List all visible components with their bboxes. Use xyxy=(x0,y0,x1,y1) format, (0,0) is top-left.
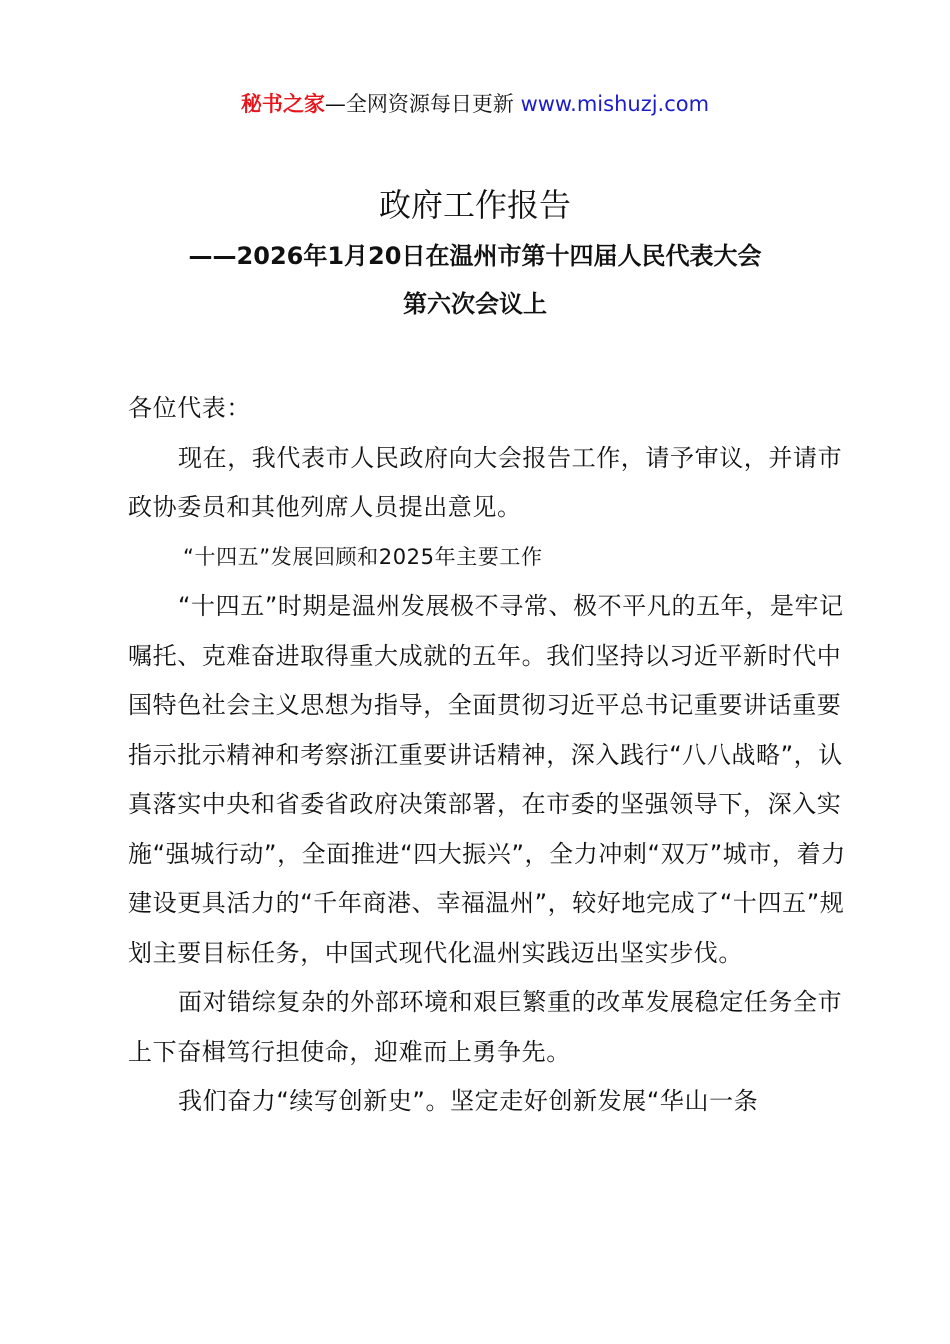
document-subtitle-line2: 第六次会议上 xyxy=(403,290,547,318)
site-header xyxy=(0,88,950,120)
site-url-link[interactable]: www.mishuzj.com xyxy=(520,92,710,116)
document-subtitle-line1: ——2026年1月20日在温州市第十四届人民代表大会 xyxy=(188,242,762,270)
brand-name[interactable]: 秘书之家 xyxy=(240,92,325,116)
header-tagline: —全网资源每日更新 xyxy=(324,92,521,116)
paragraph-innovation: 我们奋力“续写创新史”。坚定走好创新发展“华山一条 xyxy=(178,1087,759,1115)
document-body xyxy=(128,384,858,1127)
paragraph-challenges: 面对错综复杂的外部环境和艰巨繁重的改革发展稳定任务全市上下奋楫笃行担使命，迎难而上勇争先。 xyxy=(128,988,843,1066)
document-title: 政府工作报告 xyxy=(378,186,571,224)
salutation: 各位代表： xyxy=(128,394,251,422)
section-heading: “十四五”发展回顾和2025年主要工作 xyxy=(183,544,543,569)
paragraph-intro: 现在，我代表市人民政府向大会报告工作，请予审议，并请市政协委员和其他列席人员提出意见。 xyxy=(128,443,843,521)
paragraph-review: “十四五”时期是温州发展极不寻常、极不平凡的五年，是牢记嘱托、克难奋进取得重大成就的五年。我们坚持以习近平新时代中国特色社会主义思想为指导，全面贯彻习近平总书记重要讲话重要指示批示精神和考察浙江重要讲话精神，深入践行“八八战略”，认真落实中央和省委省政府决策部署，在市委的坚强领导下，深入实施“强城行动”，全面推进“四大振兴”，全力冲刺“双万”城市，着力建设更具活力的“千年商港、幸福温州”，较好地完成了“十四五”规划主要目标任务，中国式现代化温州实践迈出坚实步伐。 xyxy=(128,592,846,967)
